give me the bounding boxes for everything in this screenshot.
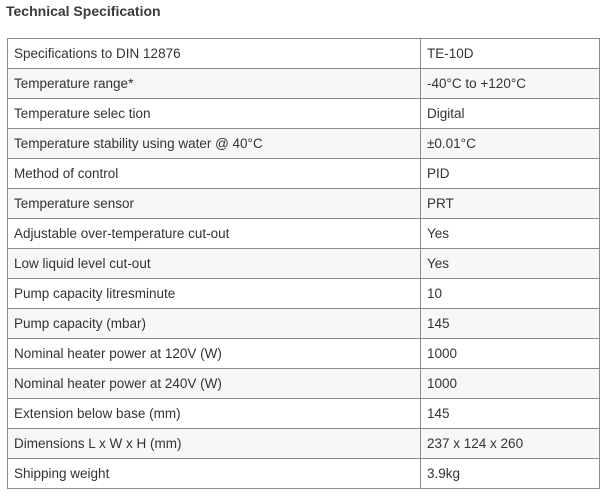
spec-value: Yes <box>421 249 600 279</box>
table-row <box>8 219 600 249</box>
table-row <box>8 129 600 159</box>
spec-label: Pump capacity (mbar) <box>8 309 421 339</box>
spec-label: Nominal heater power at 120V (W) <box>8 339 421 369</box>
table-row <box>8 399 600 429</box>
spec-value: 1000 <box>421 369 600 399</box>
spec-label: Specifications to DIN 12876 <box>8 39 421 69</box>
spec-value: 10 <box>421 279 600 309</box>
spec-value: PID <box>421 159 600 189</box>
spec-label: Dimensions L x W x H (mm) <box>8 429 421 459</box>
table-row <box>8 159 600 189</box>
spec-label: Adjustable over-temperature cut-out <box>8 219 421 249</box>
spec-value: Yes <box>421 219 600 249</box>
spec-label: Nominal heater power at 240V (W) <box>8 369 421 399</box>
table-row <box>8 99 600 129</box>
table-row <box>8 279 600 309</box>
spec-value: 145 <box>421 399 600 429</box>
spec-value: 145 <box>421 309 600 339</box>
spec-table <box>7 38 600 489</box>
spec-label: Low liquid level cut-out <box>8 249 421 279</box>
spec-label: Temperature stability using water @ 40°C <box>8 129 421 159</box>
spec-value: PRT <box>421 189 600 219</box>
table-row <box>8 369 600 399</box>
spec-value: Digital <box>421 99 600 129</box>
spec-label: Pump capacity litresminute <box>8 279 421 309</box>
spec-value: 1000 <box>421 339 600 369</box>
table-row <box>8 189 600 219</box>
table-row <box>8 69 600 99</box>
spec-label: Extension below base (mm) <box>8 399 421 429</box>
spec-value: ±0.01°C <box>421 129 600 159</box>
spec-label: Shipping weight <box>8 459 421 489</box>
spec-value: 237 x 124 x 260 <box>421 429 600 459</box>
table-row <box>8 249 600 279</box>
spec-label: Method of control <box>8 159 421 189</box>
page-title: Technical Specification <box>6 3 161 19</box>
table-row <box>8 309 600 339</box>
spec-value: 3.9kg <box>421 459 600 489</box>
table-row <box>8 459 600 489</box>
table-row <box>8 429 600 459</box>
spec-value: TE-10D <box>421 39 600 69</box>
spec-label: Temperature sensor <box>8 189 421 219</box>
spec-value: -40°C to +120°C <box>421 69 600 99</box>
spec-label: Temperature selec tion <box>8 99 421 129</box>
table-row <box>8 339 600 369</box>
table-row <box>8 39 600 69</box>
spec-label: Temperature range* <box>8 69 421 99</box>
